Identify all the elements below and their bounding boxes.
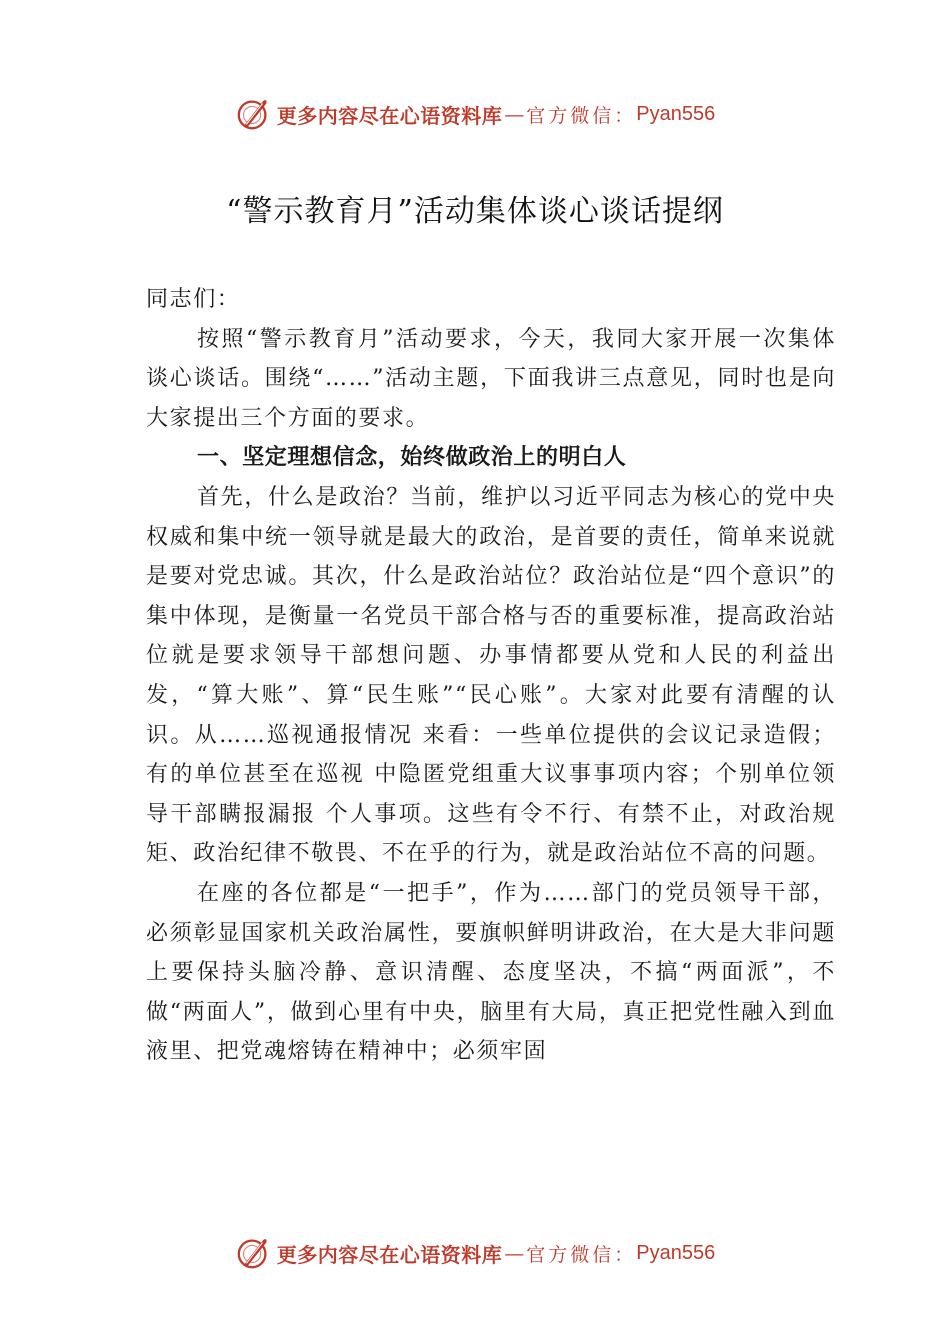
banner-dash: — [504, 102, 525, 126]
banner-wechat-label: 官方微信： [526, 104, 637, 127]
footer-banner [0, 1233, 950, 1273]
banner-wechat-id: Pyan556 [636, 102, 716, 125]
banner-brand-text: 更多内容尽在心语资料库 [276, 1242, 503, 1267]
banner-dash: — [504, 1241, 525, 1265]
document-title: “警示教育月”活动集体谈心谈话提纲 [226, 194, 724, 229]
quill-logo-icon [235, 95, 273, 133]
header-banner [0, 94, 950, 134]
banner-wechat-id: Pyan556 [636, 1241, 716, 1264]
body-paragraph-2: 在座的各位都是“一把手”，作为……部门的党员领导干部，必须彰显国家机关政治属性，要旗帜鲜明讲政治，在大是大非问题上要保持头脑冷静、意识清醒、态度坚决，不搞“两面派”，不做“两面人”，做到心里有中央，脑里有大局，真正把党性融入到血液里、把党魂熔铸在精神中；必须牢固 [146, 880, 836, 1065]
banner-wechat-label: 官方微信： [526, 1243, 637, 1266]
body-paragraph-1: 首先，什么是政治？当前，维护以习近平同志为核心的党中央权威和集中统一领导就是最大的政治，是首要的责任，简单来说就是要对党忠诚。其次，什么是政治站位？政治站位是“四个意识”的集中体现，是衡量一名党员干部合格与否的重要标准，提高政治站位就是要求领导干部想问题、办事情都要从党和人民的利益出发，“算大账”、算“民生账”“民心账”。大家对此要有清醒的认识。从……巡视通报情况 来看：一些单位提供的会议记录造假；有的单位甚至在巡视 中隐匿党组重大议事事项内容；个别单位领导干部瞒报漏报 个人事项。这些有令不行、有禁不止，对政治规矩、政治纪律不敬畏、不在乎的行为，就是政治站位不高的问题。 [146, 484, 836, 867]
banner-brand-text: 更多内容尽在心语资料库 [276, 103, 503, 128]
quill-logo-icon [235, 1234, 273, 1272]
salutation: 同志们： [146, 287, 241, 312]
intro-paragraph: 按照“警示教育月”活动要求，今天，我同大家开展一次集体谈心谈话。围绕“……”活动主题，下面我讲三点意见，同时也是向大家提出三个方面的要求。 [146, 326, 836, 431]
document-body [146, 280, 836, 1072]
section-heading-1: 一、坚定理想信念，始终做政治上的明白人 [197, 445, 627, 471]
